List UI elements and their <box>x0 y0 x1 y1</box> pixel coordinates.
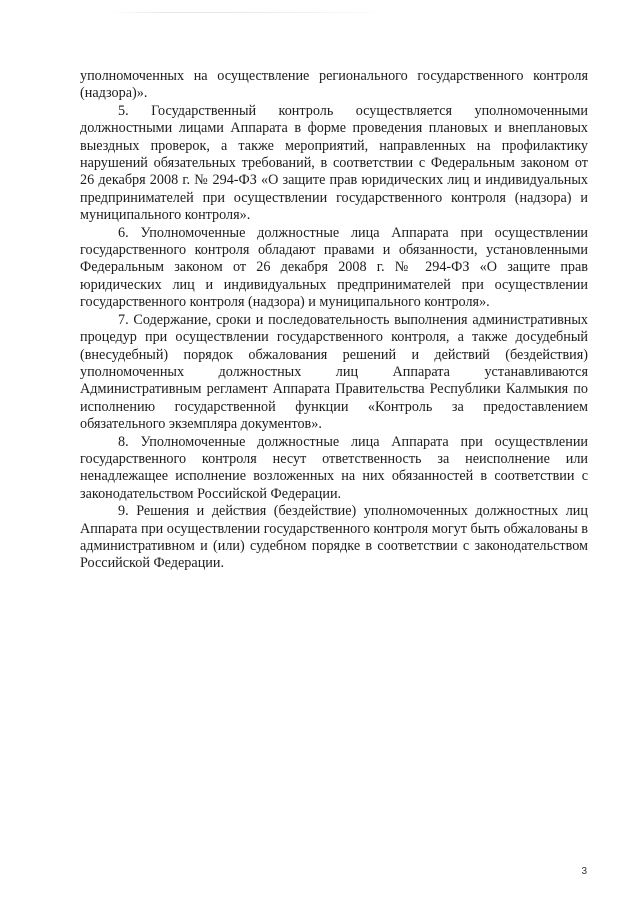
scan-artifact <box>110 12 390 13</box>
page-number: 3 <box>581 866 587 877</box>
document-body <box>80 68 588 573</box>
paragraph-5: 5. Государственный контроль осуществляется уполномоченными должностными лицами Аппарата в форме проведения плановых и внеплановых выездных проверок, а также мероприятий, направленных на профилактику нарушений обязательных требований, в соответствии с Федеральным законом от 26 декабря 2008 г. № 294-ФЗ «О защите прав юридических лиц и индивидуальных предпринимателей при осуществлении государственного контроля (надзора) и муниципального контроля». <box>80 102 588 224</box>
paragraph-9: 9. Решения и действия (бездействие) уполномоченных должностных лиц Аппарата при осуществлении государственного контроля могут быть обжалованы в административном и (или) судебном порядке в соответствии с законодательством Российской Федерации. <box>80 503 588 572</box>
paragraph-7: 7. Содержание, сроки и последовательность выполнения административных процедур при осуществлении государственного контроля, а также досудебный (внесудебный) порядок обжалования решений и действий (бездействия) уполномоченных должностных лиц Аппарата устанавливаются Административным регламент Аппарата Правительства Республики Калмыкия по исполнению государственной функции «Контроль за предоставлением обязательного экземпляра документов». <box>80 311 588 433</box>
paragraph-6: 6. Уполномоченные должностные лица Аппарата при осуществлении государственного контроля обладают правами и обязанности, установленными Федеральным законом от 26 декабря 2008 г. № 294-ФЗ «О защите прав юридических лиц и индивидуальных предпринимателей при осуществлении государственного контроля (надзора) и муниципального контроля». <box>80 224 588 311</box>
paragraph-8: 8. Уполномоченные должностные лица Аппарата при осуществлении государственного контроля несут ответственность за неисполнение или ненадлежащее исполнение возложенных на них обязанностей в соответствии с законодательством Российской Федерации. <box>80 433 588 502</box>
paragraph-continuation: уполномоченных на осуществление регионального государственного контроля (надзора)». <box>80 68 588 102</box>
